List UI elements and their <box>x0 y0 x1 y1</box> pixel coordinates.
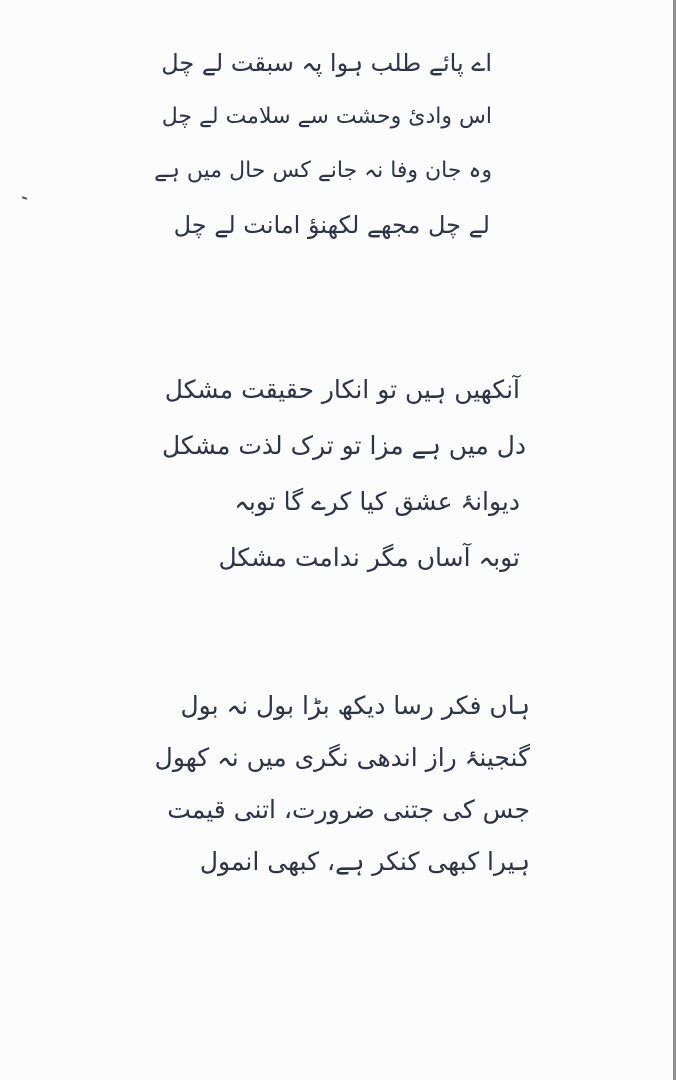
verse-line: لے چل مجھے لکھنؤ امانت لے چل <box>173 211 490 239</box>
verse-line: گنجینۂ راز اندھی نگری میں نہ کھول <box>154 743 530 772</box>
verse-line: دل میں ہے مزا تو ترک لذت مشکل <box>161 431 526 460</box>
verse-line: ہیرا کبھی کنکر ہے، کبھی انمول <box>199 847 530 876</box>
ink-speck <box>22 196 27 200</box>
verse-line: اے پائے طلب ہوا پہ سبقت لے چل <box>161 49 492 77</box>
verse-line: جس کی جتنی ضرورت، اتنی قیمت <box>167 795 530 824</box>
stanza-2 <box>150 362 530 586</box>
verse-line: آنکھیں ہیں تو انکار حقیقت مشکل <box>164 375 520 404</box>
stanza-1 <box>150 36 530 252</box>
verse-line: ہاں فکر رسا دیکھ بڑا بول نہ بول <box>180 691 530 720</box>
stanza-3 <box>150 680 530 888</box>
verse-line: دیوانۂ عشق کیا کرے گا توبہ <box>234 487 520 516</box>
verse-line: توبہ آساں مگر ندامت مشکل <box>218 543 520 572</box>
verse-line: وہ جان وفا نہ جانے کس حال میں ہے <box>154 158 492 183</box>
verse-line: اس وادئ وحشت سے سلامت لے چل <box>161 104 492 129</box>
